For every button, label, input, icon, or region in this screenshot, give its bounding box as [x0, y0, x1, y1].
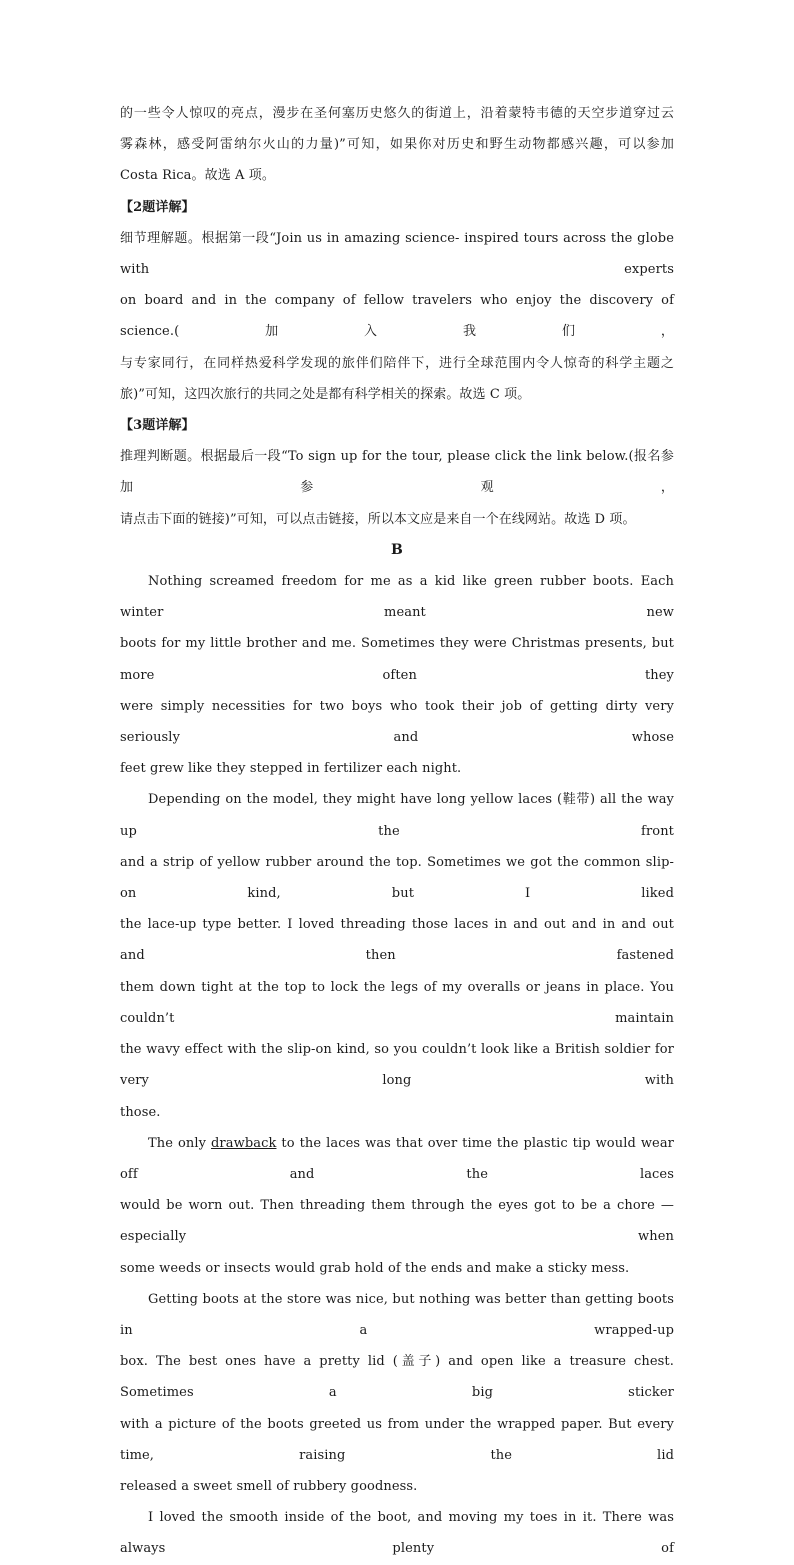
text-line: 与专家同行，在同样热爱科学发现的旅伴们陪伴下，进行全球范围内令人惊奇的科学主题之: [120, 355, 674, 371]
text-line: [120, 1128, 674, 1190]
text-line: Nothing screamed freedom for me as a kid like green rubber boots. Each winter meant new: [120, 574, 674, 621]
text-line: Getting boots at the store was nice, but nothing was better than getting boots in a wrapped-up: [120, 1291, 674, 1338]
text-line: boots for my little brother and me. Sometimes they were Christmas presents, but more often they: [120, 636, 674, 683]
passage-label: B: [391, 541, 403, 558]
q3-heading: 【3题详解】: [120, 418, 195, 434]
text-line: Depending on the model, they might have long yellow laces (鞋带) all the way up the front: [120, 792, 674, 839]
text-line: would be worn out. Then threading them through the eyes got to be a chore — especially when: [120, 1198, 674, 1245]
text-span: to the laces was that over time the plastic tip would wear off and the laces: [120, 1135, 674, 1182]
text-line: and a strip of yellow rubber around the top. Sometimes we got the common slip-on kind, but I liked: [120, 854, 674, 902]
passage-paragraph-1: [120, 566, 674, 784]
passage-paragraph-3: [120, 1128, 674, 1284]
text-line: 的一些令人惊叹的亮点，漫步在圣何塞历史悠久的街道上，沿着蒙特韦德的天空步道穿过云: [120, 106, 674, 121]
text-line: some weeds or insects would grab hold of the ends and make a sticky mess.: [120, 1260, 630, 1276]
text-line: released a sweet smell of rubbery goodness.: [120, 1478, 418, 1494]
explanation-q2: [120, 223, 674, 410]
explanation-q1: [120, 98, 674, 192]
text-line: 细节理解题。根据第一段“Join us in amazing science- inspired tours across the globe with experts: [120, 230, 674, 278]
text-line: feet grew like they stepped in fertilizer each night.: [120, 761, 462, 777]
passage-paragraph-2: [120, 784, 674, 1127]
text-line: the wavy effect with the slip-on kind, so you couldn’t look like a British soldier for very long with: [120, 1042, 674, 1089]
q2-heading: 【2题详解】: [120, 199, 195, 215]
passage-paragraph-5: [120, 1502, 674, 1564]
text-line: were simply necessities for two boys who took their job of getting dirty very seriously and whose: [120, 698, 674, 746]
text-line: with a picture of the boots greeted us from under the wrapped paper. But every time, raising the lid: [120, 1416, 674, 1463]
passage-paragraph-4: [120, 1284, 674, 1502]
text-line: them down tight at the top to lock the legs of my overalls or jeans in place. You couldn’t maintain: [120, 979, 674, 1026]
text-line: the lace-up type better. I loved threading those laces in and out and in and out and then fastened: [120, 917, 674, 964]
text-line: Costa Rica。故选 A 项。: [120, 168, 275, 184]
explanation-q3: [120, 441, 674, 535]
text-line: I loved the smooth inside of the boot, and moving my toes in it. There was always plenty of: [120, 1510, 674, 1557]
text-line: 推理判断题。根据最后一段“To sign up for the tour, please click the link below.(报名参加参观，: [120, 449, 674, 496]
text-line: those.: [120, 1104, 161, 1120]
text-line: 雾森林，感受阿雷纳尔火山的力量)”可知，如果你对历史和野生动物都感兴趣，可以参加: [120, 137, 674, 153]
text-line: box. The best ones have a pretty lid (盖子) and open like a treasure chest. Sometimes a big sticker: [120, 1354, 674, 1401]
text-line: 旅)”可知，这四次旅行的共同之处是都有科学相关的探索。故选 C 项。: [120, 386, 531, 402]
text-line: 请点击下面的链接)”可知，可以点击链接，所以本文应是来自一个在线网站。故选 D 项。: [120, 511, 636, 527]
text-line: on board and in the company of fellow travelers who enjoy the discovery of science.(加入我们，: [120, 293, 674, 340]
text-span: The only: [148, 1135, 212, 1151]
underlined-word: drawback: [211, 1135, 277, 1151]
